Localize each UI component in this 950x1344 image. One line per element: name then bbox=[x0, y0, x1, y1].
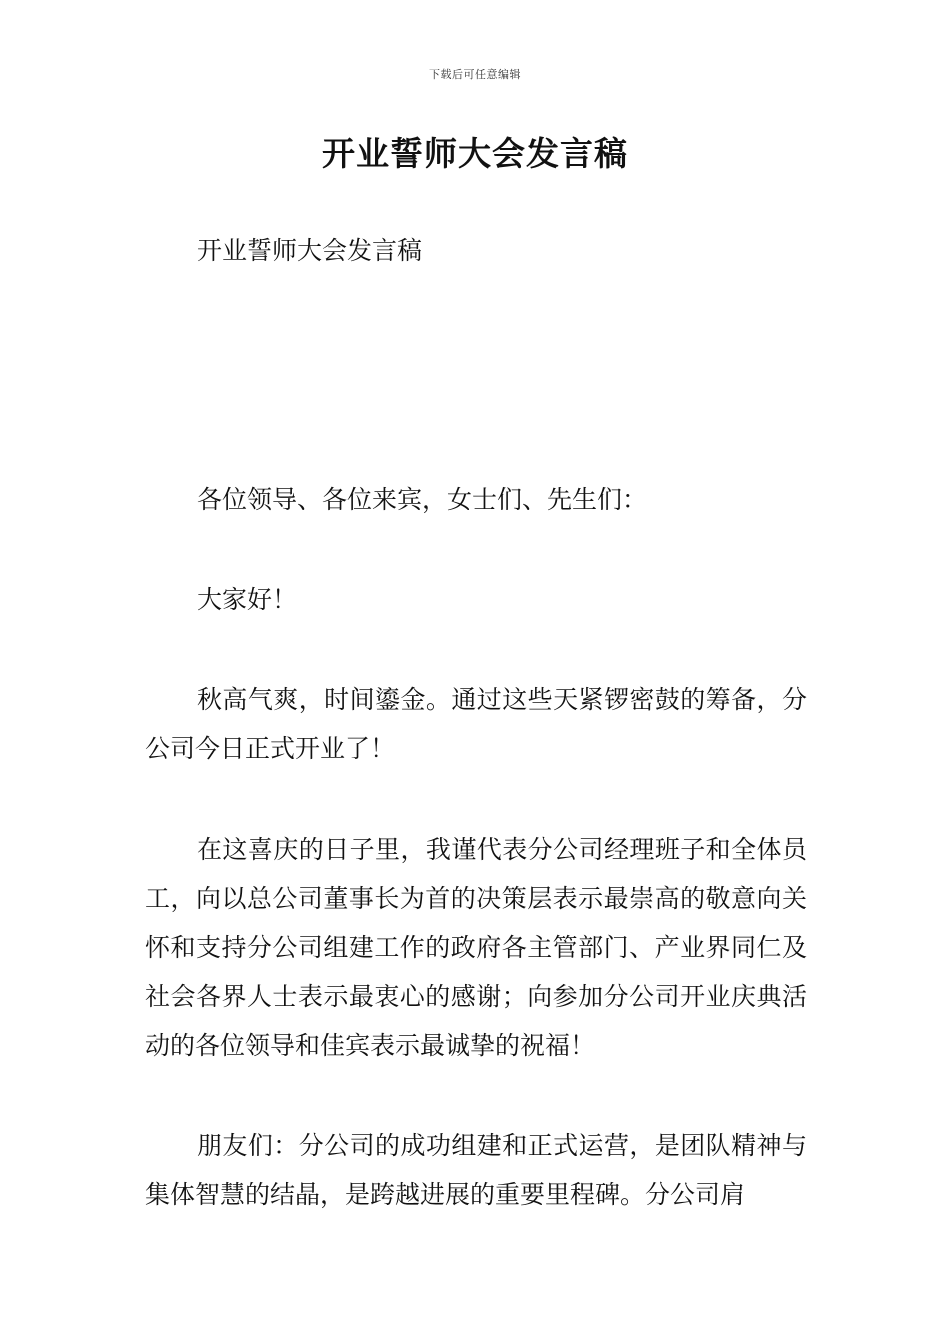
greeting: 大家好！ bbox=[197, 585, 298, 614]
paragraph: 在这喜庆的日子里，我谨代表分公司经理班子和全体员工，向以总公司董事长为首的决策层表示最崇高的敬意向关怀和支持分公司组建工作的政府各主管部门、产业界同仁及社会各界人士表示最衷心的感谢；向参加分公司开业庆典活动的各位领导和佳宾表示最诚挚的祝福！ bbox=[145, 835, 807, 1060]
document-title: 开业誓师大会发言稿 bbox=[322, 134, 628, 173]
salutation: 各位领导、各位来宾，女士们、先生们： bbox=[197, 485, 648, 514]
header-note: 下载后可任意编辑 bbox=[429, 68, 521, 81]
paragraph: 秋高气爽，时间鎏金。通过这些天紧锣密鼓的筹备，分公司今日正式开业了！ bbox=[145, 685, 807, 763]
document-subtitle: 开业誓师大会发言稿 bbox=[197, 236, 423, 265]
paragraph: 朋友们：分公司的成功组建和正式运营，是团队精神与集体智慧的结晶，是跨越进展的重要里程碑。分公司肩 bbox=[145, 1131, 807, 1209]
